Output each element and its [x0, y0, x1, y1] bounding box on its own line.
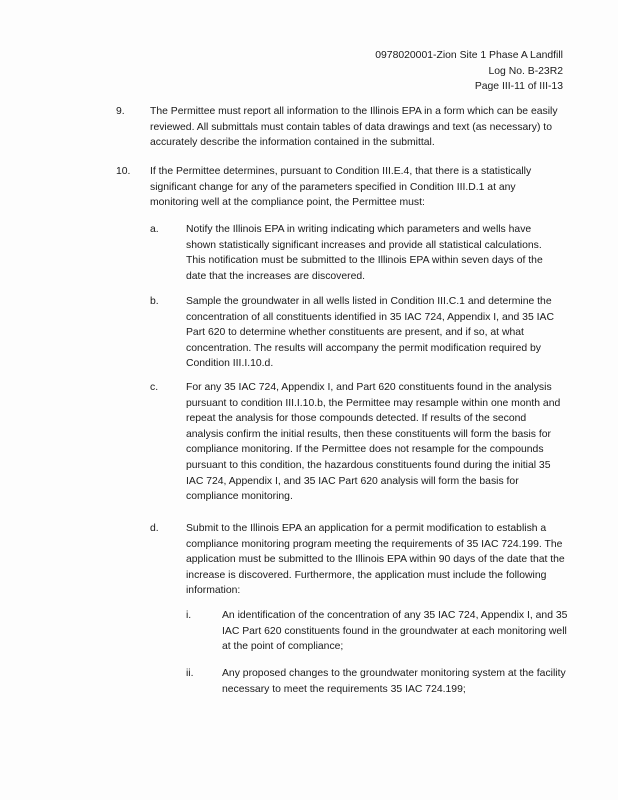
subitem-d-label: d. [150, 523, 159, 534]
subitem-d-ii-label: ii. [186, 668, 194, 679]
subitem-d-text: Submit to the Illinois EPA an application for a permit modification to establish a compliance monitoring program meeting the requirements of 35 IAC 724.199. The application must be submitted to the Illinois EPA within 90 days of the date that the increase is discovered. Furthermore, the application must include the following information: [186, 523, 565, 597]
item-9-text: The Permittee must report all information to the Illinois EPA in a form which can be easily reviewed. All submittals must contain tables of data drawings and text (as necessary) to accurately describe the information contained in the submittal. [150, 106, 558, 149]
item-10-text: If the Permittee determines, pursuant to Condition III.E.4, that there is a statistically significant change for any of the parameters specified in Condition III.D.1 at any monitoring well at the compliance point, the Permittee must: [150, 166, 532, 209]
page-header [375, 48, 563, 95]
subitem-a-label: a. [150, 224, 159, 235]
subitem-c-label: c. [150, 382, 159, 393]
header-log-number: Log No. B-23R2 [488, 65, 563, 77]
subitem-a-text: Notify the Illinois EPA in writing indicating which parameters and wells have shown statistically significant increases and provide all statistical calculations. This notification must be submitted to the Illinois EPA within seven days of the date that the increases are discovered. [186, 224, 543, 282]
header-site-id: 0978020001-Zion Site 1 Phase A Landfill [375, 50, 563, 61]
subitem-c-text: For any 35 IAC 724, Appendix I, and Part 620 constituents found in the analysis pursuant to condition III.I.10.b, the Permittee may resample within one month and repeat the analysis for those compounds detected. If results of the second analysis confirm the initial results, then these constituents will form the basis for compliance monitoring. If the Permittee does not resample for the compounds pursuant to this condition, the hazardous constituents found during the initial 35 IAC 724, Appendix I, and 35 IAC Part 620 analysis will form the basis for compliance monitoring. [186, 382, 561, 503]
subitem-d-ii-text: Any proposed changes to the groundwater monitoring system at the facility necessary to meet the requirements 35 IAC 724.199; [222, 668, 566, 695]
subitem-b-label: b. [150, 296, 159, 307]
item-9-number: 9. [116, 106, 125, 117]
subitem-b-text: Sample the groundwater in all wells listed in Condition III.C.1 and determine the concentration of all constituents identified in 35 IAC 724, Appendix I, and 35 IAC Part 620 to determine whether constituents are present, and if so, at what concentration. The results will accompany the permit modification required by Condition III.I.10.d. [186, 296, 554, 370]
item-10-number: 10. [116, 166, 131, 177]
subitem-d-i-text: An identification of the concentration of any 35 IAC 724, Appendix I, and 35 IAC Part 620 constituents found in the groundwater at each monitoring well at the point of compliance; [222, 610, 568, 653]
subitem-d-i-label: i. [186, 610, 192, 621]
header-page-number: Page III-11 of III-13 [474, 81, 563, 93]
